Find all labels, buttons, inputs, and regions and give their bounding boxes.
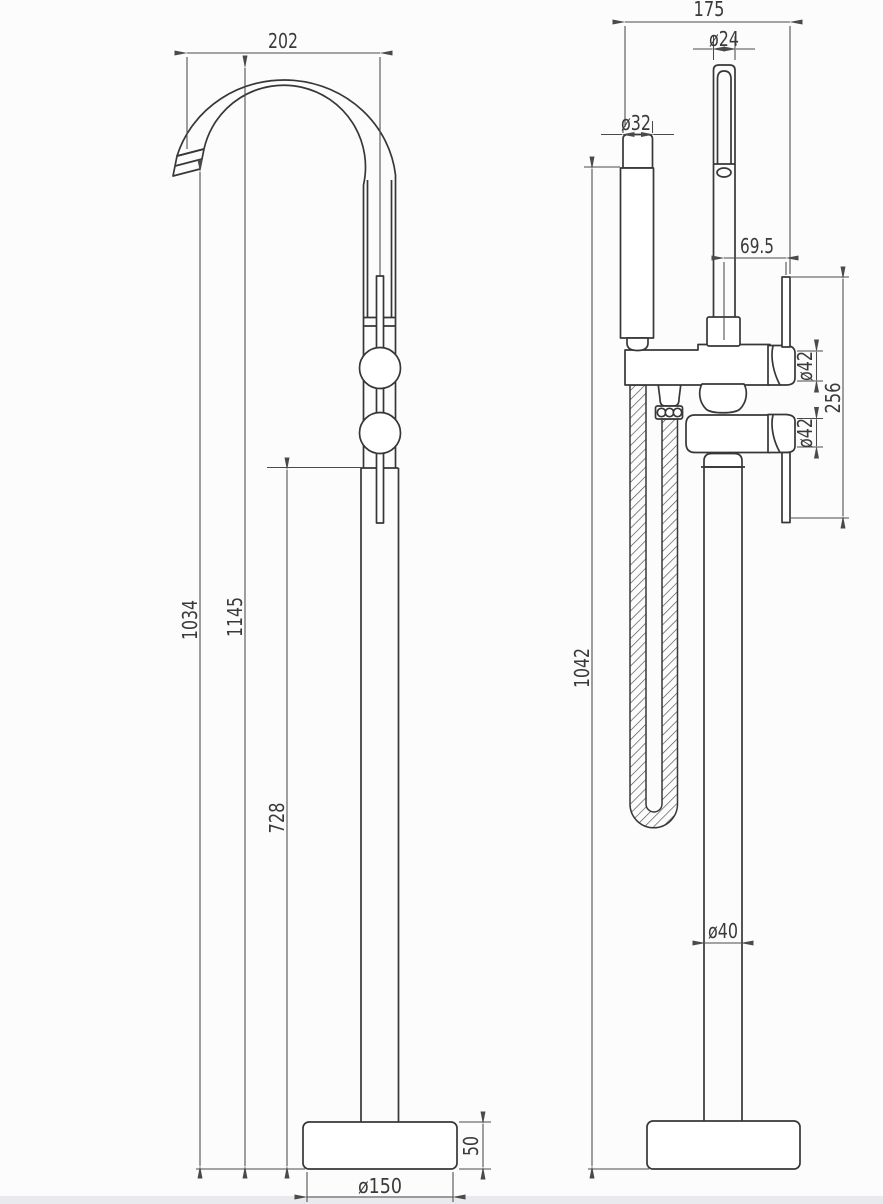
dim-label-spout-offset: 69.5 <box>740 234 774 258</box>
handle-knob-top-side <box>768 346 795 386</box>
dim-label-handle-diameter-top: ø42 <box>793 343 817 381</box>
dim-label-spout-tube-diameter: ø24 <box>709 27 739 51</box>
dim-label-overall-height: 1145 <box>223 586 247 637</box>
dim-label-base-diameter: ø150 <box>358 1174 402 1198</box>
base-plate-side <box>647 1121 800 1169</box>
valve-body-center <box>700 384 747 413</box>
handle-knob-bottom-side <box>768 415 795 453</box>
hand-shower-body <box>621 168 654 338</box>
dim-label-overall-depth: 175 <box>693 0 725 21</box>
dim-label-handle-diameter-bottom: ø42 <box>793 410 817 448</box>
dim-label-hand-shower-height: 1042 <box>570 637 594 688</box>
dim-label-column-diameter: ø40 <box>708 919 738 943</box>
dim-label-handle-span: 256 <box>821 375 845 414</box>
dim-column-diameter <box>705 919 741 943</box>
hand-shower-cap <box>627 338 648 351</box>
base-plate-front <box>303 1122 457 1169</box>
hose-nut <box>656 406 683 419</box>
hand-shower <box>621 135 654 339</box>
dim-label-spout-reach: 202 <box>268 29 298 53</box>
control-lever-front <box>377 276 384 523</box>
dim-label-column-height: 728 <box>265 795 289 834</box>
handle-knob-upper-front <box>360 348 401 389</box>
dim-label-spout-outlet-height: 1034 <box>178 589 202 640</box>
handle-lever-bottom <box>782 453 790 523</box>
hand-shower-handle <box>623 135 653 169</box>
handle-knob-lower-front <box>360 413 401 454</box>
handle-lever-top <box>782 277 790 347</box>
hose-connector <box>658 383 681 406</box>
valve-body-lower <box>686 415 770 453</box>
valve-body-upper <box>625 345 770 386</box>
valve-base-shoulder <box>704 454 742 468</box>
dim-label-hand-shower-diameter: ø32 <box>621 111 651 135</box>
dim-label-base-height: 50 <box>459 1130 483 1156</box>
